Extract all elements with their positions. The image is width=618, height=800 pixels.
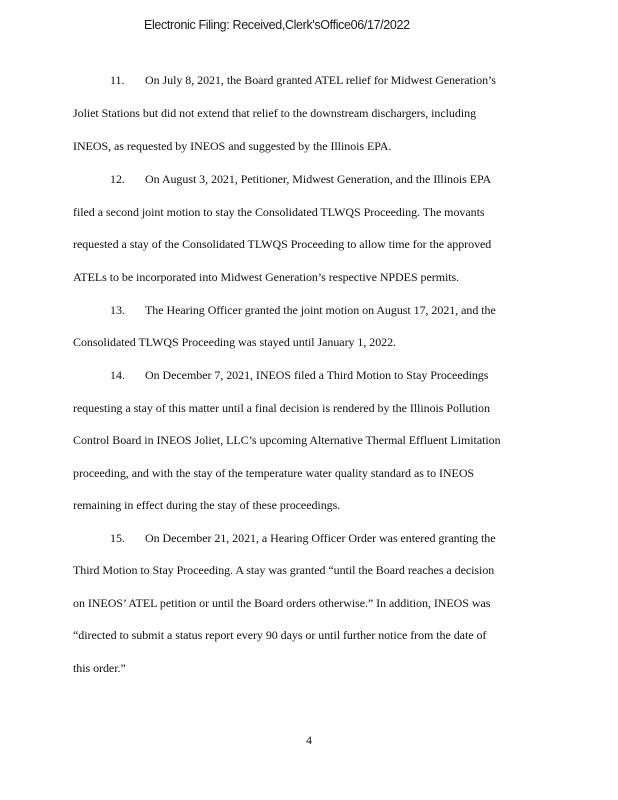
paragraph-14-line-1 <box>110 368 488 383</box>
paragraph-15-line-2: Third Motion to Stay Proceeding. A stay was granted “until the Board reaches a decision <box>73 563 495 577</box>
paragraph-14-line-2: requesting a stay of this matter until a final decision is rendered by the Illinois Pollution <box>73 401 490 415</box>
paragraph-14-line-4: proceeding, and with the stay of the temperature water quality standard as to INEOS <box>73 466 475 480</box>
paragraph-13-line-2: Consolidated TLWQS Proceeding was stayed until January 1, 2022. <box>73 335 397 349</box>
paragraph-number: 14. <box>110 368 125 382</box>
paragraph-text: On August 3, 2021, Petitioner, Midwest Generation, and the Illinois EPA <box>145 172 492 186</box>
paragraph-12-line-1 <box>110 172 491 187</box>
paragraph-13-line-1 <box>110 303 496 318</box>
paragraph-11-line-2: Joliet Stations but did not extend that relief to the downstream dischargers, including <box>73 106 477 120</box>
paragraph-15-line-3: on INEOS’ ATEL petition or until the Board orders otherwise.” In addition, INEOS was <box>73 596 491 610</box>
electronic-filing-header: Electronic Filing: Received,Clerk'sOffice06/17/2022 <box>144 18 410 32</box>
page-number: 4 <box>306 733 312 747</box>
paragraph-text: On July 8, 2021, the Board granted ATEL relief for Midwest Generation’s <box>145 73 496 87</box>
paragraph-11-line-1 <box>110 73 496 88</box>
paragraph-12-line-3: requested a stay of the Consolidated TLWQS Proceeding to allow time for the approved <box>73 237 492 251</box>
paragraph-12-line-2: filed a second joint motion to stay the Consolidated TLWQS Proceeding. The movants <box>73 205 485 219</box>
paragraph-14-line-5: remaining in effect during the stay of these proceedings. <box>73 498 341 512</box>
paragraph-number: 12. <box>110 172 125 186</box>
paragraph-text: On December 7, 2021, INEOS filed a Third Motion to Stay Proceedings <box>145 368 489 382</box>
paragraph-number: 13. <box>110 303 125 317</box>
paragraph-12-line-4: ATELs to be incorporated into Midwest Generation’s respective NPDES permits. <box>73 270 460 284</box>
paragraph-15-line-4: “directed to submit a status report every 90 days or until further notice from the date of <box>73 628 487 642</box>
paragraph-number: 15. <box>110 531 125 545</box>
paragraph-15-line-1 <box>110 531 495 546</box>
paragraph-text: On December 21, 2021, a Hearing Officer Order was entered granting the <box>145 531 496 545</box>
paragraph-15-line-5: this order.” <box>73 661 126 675</box>
paragraph-11-line-3: INEOS, as requested by INEOS and suggested by the Illinois EPA. <box>73 139 392 153</box>
paragraph-text: The Hearing Officer granted the joint motion on August 17, 2021, and the <box>145 303 496 317</box>
paragraph-14-line-3: Control Board in INEOS Joliet, LLC’s upcoming Alternative Thermal Effluent Limitation <box>73 433 501 447</box>
paragraph-number: 11. <box>110 73 125 87</box>
